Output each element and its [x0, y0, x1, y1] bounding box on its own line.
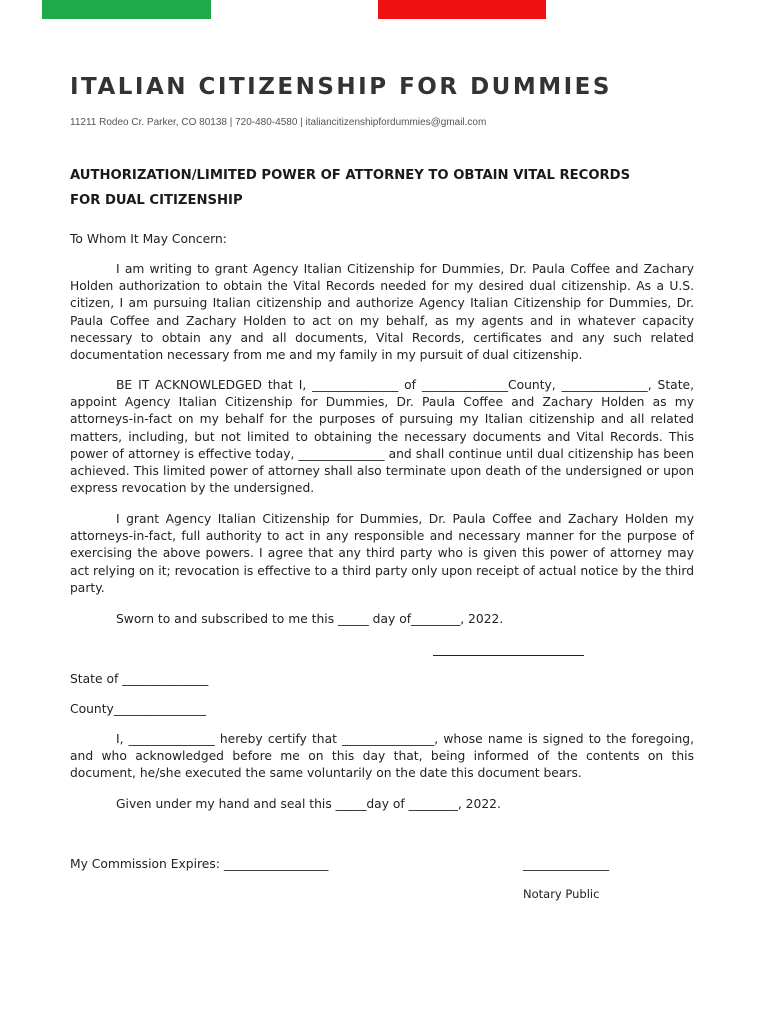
given-under-hand: Given under my hand and seal this _____day of ________, 2022.	[116, 797, 501, 811]
notary-public-label: Notary Public	[523, 887, 600, 901]
contact-info: 11211 Rodeo Cr. Parker, CO 80138 | 720-480-4580 | italiancitizenshipfordummies@gmail.com	[70, 117, 487, 128]
document-heading	[70, 163, 690, 213]
paragraph-certification: I, ______________ hereby certify that _______________, whose name is signed to the foregoing, and who acknowledged before me on this day that, being informed of the contents on this document, he/she executed the same voluntarily on the date this document bears.	[70, 732, 694, 781]
paragraph-acknowledgement: BE IT ACKNOWLEDGED that I, ______________ of ______________County, ______________, State, appoint Agency Italian Citizenship for Dummies, Dr. Paula Coffee and Zachary Holden as my attorneys-in-fact on my behalf for the purposes of pursuing my Italian citizenship and all related matters, including, but not limited to obtaining the necessary documents and Vital Records. This power of attorney is effective today, ______________ and shall continue until dual citizenship has been achieved. This limited power of attorney shall also terminate upon death of the undersigned or upon express revocation by the undersigned.	[70, 378, 694, 496]
county-field: County_______________	[70, 702, 207, 716]
page-title: ITALIAN CITIZENSHIP FOR DUMMIES	[70, 74, 612, 100]
paragraph-authority: I grant Agency Italian Citizenship for Dummies, Dr. Paula Coffee and Zachary Holden my attorneys-in-fact, full authority to act in any responsible and necessary manner for the purpose of exercising the above powers. I agree that any third party who is given this power of attorney may act relying on it; revocation is effective to a third party only upon receipt of actual notice by the third party.	[70, 512, 694, 595]
signature-line	[433, 655, 584, 656]
state-field: State of ______________	[70, 672, 209, 686]
heading-line-2: FOR DUAL CITIZENSHIP	[70, 193, 243, 208]
paragraph-authorization: I am writing to grant Agency Italian Citizenship for Dummies, Dr. Paula Coffee and Zachary Holden authorization to obtain the Vital Records needed for my desired dual citizenship. As a U.S. citizen, I am pursuing Italian citizenship and authorize Agency Italian Citizenship for Dummies, Dr. Paula Coffee and Zachary Holden to act on my behalf, as my agents and in whatever capacity necessary to obtain any and all documents, Vital Records, certificates and any such related documentation necessary from me and my family in my pursuit of dual citizenship.	[70, 262, 694, 363]
green-flag-bar	[42, 0, 211, 19]
heading-line-1: AUTHORIZATION/LIMITED POWER OF ATTORNEY TO OBTAIN VITAL RECORDS	[70, 168, 631, 183]
sworn-statement: Sworn to and subscribed to me this _____ day of________, 2022.	[116, 612, 504, 626]
notary-signature-line: ______________	[523, 857, 610, 871]
commission-expires: My Commission Expires: _________________	[70, 857, 329, 871]
red-flag-bar	[378, 0, 546, 19]
salutation: To Whom It May Concern:	[70, 232, 227, 246]
